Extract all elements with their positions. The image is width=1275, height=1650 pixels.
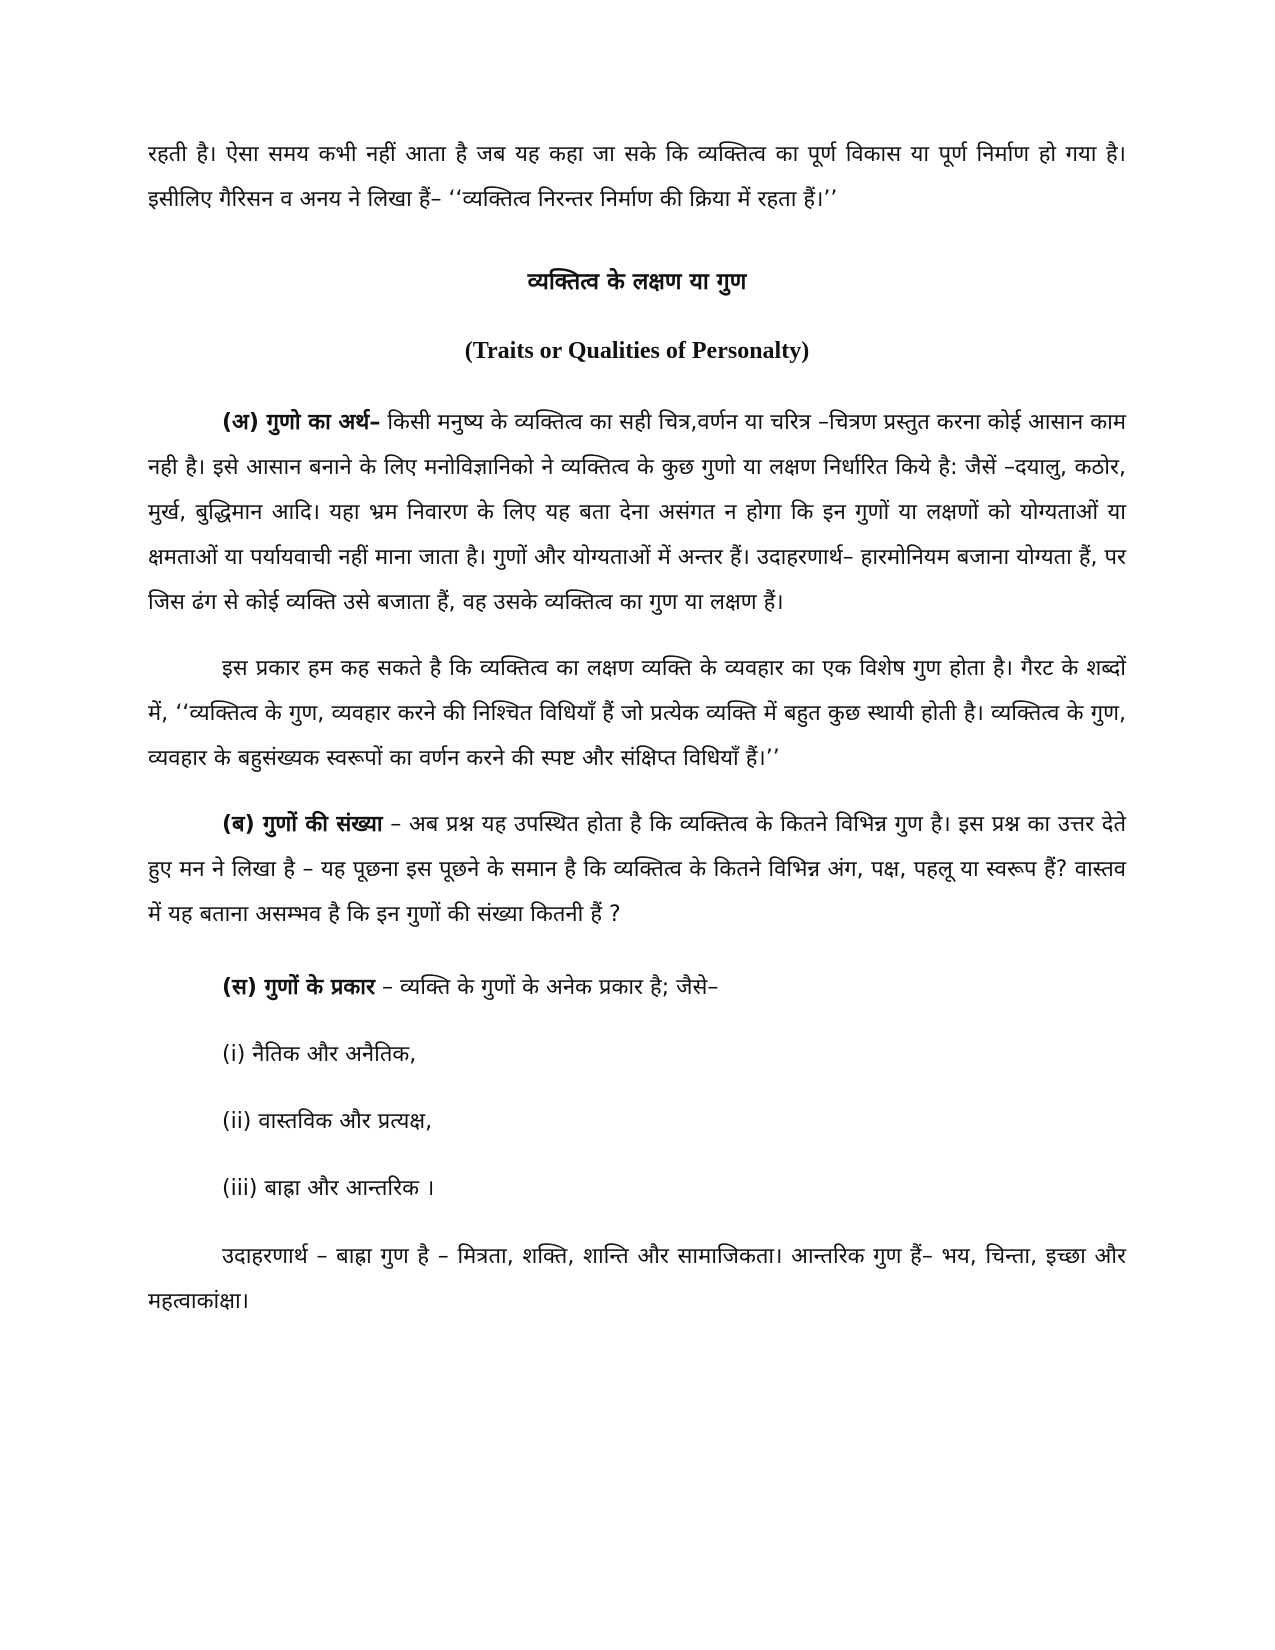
- page-content: [148, 132, 1126, 1324]
- paragraph-types-text: – व्यक्ति के गुणों के अनेक प्रकार है; जैसे–: [374, 975, 719, 1000]
- paragraph-number-text: – अब प्रश्न यह उपस्थित होता है कि व्यक्तित्व के कितने विभिन्न गुण है। इस प्रश्न का उत्तर देते हुए मन ने लिखा है – यह पूछना इस पूछने के समान है कि व्यक्तित्व के कितने विभिन्न अंग, पक्ष, पहलू या स्वरूप हैं? वास्तव में यह बताना असम्भव है कि इन गुणों की संख्या कितनी हैं ?: [148, 812, 1126, 927]
- paragraph-types-of-traits: [148, 965, 1126, 1010]
- paragraph-example: उदाहरणार्थ – बाह्रा गुण है – मित्रता, शक्ति, शान्ति और सामाजिकता। आन्तरिक गुण हैं– भय, चिन्ता, इच्छा और महत्वाकांक्षा।: [148, 1244, 1126, 1314]
- paragraph-garrett-definition: इस प्रकार हम कह सकते है कि व्यक्तित्व का लक्षण व्यक्ति के व्यवहार का एक विशेष गुण होता है। गैरट के शब्दों में, ‘‘व्यक्तित्व के गुण, व्यवहार करने की निश्चित विधियाँ हैं जो प्रत्येक व्यक्ति में बहुत कुछ स्थायी होती है। व्यक्तित्व के गुण, व्यवहार के बहुसंख्यक स्वरूपों का वर्णन करने की स्पष्ट और संक्षिप्त विधियाँ हैं।’’: [148, 656, 1126, 771]
- list-item: (iii) बाह्रा और आन्तरिक ।: [222, 1176, 435, 1201]
- paragraph-meaning-of-traits: [148, 400, 1126, 625]
- list-item: (ii) वास्तविक और प्रत्यक्ष,: [222, 1109, 433, 1134]
- subheading-types: (स) गुणों के प्रकार: [222, 975, 375, 1000]
- list-item: (i) नैतिक और अनैतिक,: [222, 1042, 417, 1067]
- subheading-meaning: (अ) गुणो का अर्थ–: [222, 410, 381, 435]
- section-heading-hindi: व्यक्तित्व के लक्षण या गुण: [527, 269, 747, 295]
- subheading-number: (ब) गुणों की संख्या: [222, 812, 383, 837]
- paragraph-continuation: रहती है। ऐसा समय कभी नहीं आता है जब यह कहा जा सके कि व्यक्तित्व का पूर्ण विकास या पूर्ण निर्माण हो गया है। इसीलिए गैरिसन व अनय ने लिखा हैं– ‘‘व्यक्तित्व निरन्तर निर्माण की क्रिया में रहता हैं।’’: [148, 142, 1126, 212]
- section-heading-english: (Traits or Qualities of Personalty): [464, 338, 810, 364]
- paragraph-meaning-text: किसी मनुष्य के व्यक्तित्व का सही चित्र,वर्णन या चरित्र –चित्रण प्रस्तुत करना कोई आसान काम नही है। इसे आसान बनाने के लिए मनोविज्ञानिको ने व्यक्तित्व के कुछ गुणो या लक्षण निर्धारित किये है: जैसें –दयालु, कठोर, मुर्ख, बुद्धिमान आदि। यहा भ्रम निवारण के लिए यह बता देना असंगत न होगा कि इन गुणों या लक्षणों को योग्यताओं या क्षमताओं या पर्यायवाची नहीं माना जाता है। गुणों और योग्यताओं में अन्तर हैं। उदाहरणार्थ– हारमोनियम बजाना योग्यता हैं, पर जिस ढंग से कोई व्यक्ति उसे बजाता हैं, वह उसके व्यक्तित्व का गुण या लक्षण हैं।: [148, 410, 1126, 615]
- paragraph-number-of-traits: [148, 802, 1126, 937]
